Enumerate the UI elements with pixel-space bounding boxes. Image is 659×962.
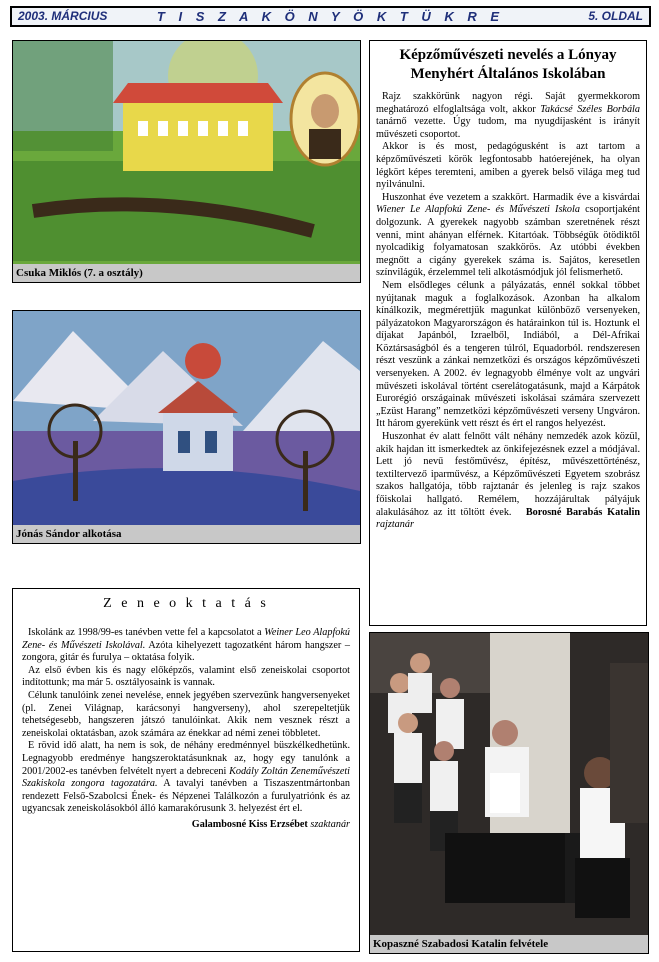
paragraph: Az első évben kis és nagy előképzős, valamint első zeneiskolai csoportot indítottunk; ma már 5. osztályosaink is vannak. <box>22 664 350 689</box>
photo-choir-pianist <box>370 633 648 953</box>
paragraph: Akkor is és most, pedagógusként is azt tartom a képzőművészeti körök legfontosabb hatóerejének, ha olyan légkört képes teremteni, amiben a gyerek belső világa meg tud nyilvánulni. <box>376 141 640 191</box>
painting-photo-1 <box>12 40 361 283</box>
choir-photo <box>369 632 649 954</box>
image-caption-3: Kopaszné Szabadosi Katalin felvétele <box>370 935 648 953</box>
paragraph: Nem elsődleges célunk a pályázatás, ennél sokkal többet nyújtanak maguk a foglalkozások. Azonban ha alkalom kínálkozik, megmérettjük magunkat különböző versenyeken, pályázatokon Magyarországon és határainkon túl is. Hoztunk el díjakat Japánból, Izraelből, Indiából, a Dél-Afrikai Köztársaságból és a tengeren túlról, Equadorból. rendszeresen részt veszünk a zánkai nemzetközi és országos képzőművészeti versenyeken. A 2002. év legnagyobb élménye volt az ungvári művészeti iskolával történt cserelátogatásunk, majd a Kárpátok Eurorégió országainak művészeti iskolásai számára szervezett „Ezüst Harang” nemzetközi képzőművészeti verseny Ungváron. Itt három gyerekünk vett részt és ért el rangos helyezést. <box>376 279 640 430</box>
paragraph: Huszonhat éve vezetem a szakkört. Harmadik éve a kisvárdai Wiener Le Alapfokú Zene- és Művészeti Iskola csoportjaként dolgozunk. A gyerekek nagyobb számban szeretnének részt venni, mint ahányan elférnek. Kitartóak. Többségük ötödiktől nyolcadikig folyamatosan szakkörös. Az utóbbi években megnőtt a cigány gyerekek száma is. Sajátos, keresetlen színvilágúk, érzelemmel teli alkotásmódjuk jól felismerhető. <box>376 191 641 279</box>
image-caption-2: Jónás Sándor alkotása <box>13 525 360 543</box>
article-title-music: Z e n e o k t a t á s <box>103 596 269 611</box>
signature-music: Galambosné Kiss Erzsébet szaktanár <box>191 818 350 830</box>
painting-photo-2 <box>12 310 361 544</box>
article-art-education <box>369 40 647 626</box>
article-title-art: Képzőművészeti nevelés a Lónyay Menyhért Általános Iskolában <box>399 47 617 82</box>
image-caption-1: Csuka Miklós (7. a osztály) <box>13 264 360 282</box>
paragraph: E rövid idő alatt, ha nem is sok, de néhány eredménnyel büszkélkedhetünk. Legnagyobb eredménye hangszeroktatásunknak az, hogy egy tanulónk a 2001/2002-es tanévben felvételt nyert a debreceni Kodály Zoltán Zeneművészeti Szakiskola zongora tagozatára. A tavalyi tanévben a Tiszaszentmártonban rendezett Felső-Szabolcsi Ének- és Népzenei Találkozón a furulyatriónk és az ugyancsak zeneiskolásokból álló kamarakórusunk 3. helyezést ért el. <box>22 740 351 815</box>
paragraph: Iskolánk az 1998/99-es tanévben vette fel a kapcsolatot a Weiner Leo Alapfokú Zene- és Művészeti Iskolával. Azóta kihelyezett tagozatként három hangszer – zongora, gitár és furulya – oktatása folyik. <box>22 627 350 664</box>
page-number: 5. OLDAL <box>588 9 643 23</box>
issue-date: 2003. MÁRCIUS <box>18 9 108 23</box>
painting-mountain-church <box>13 311 360 543</box>
newspaper-title: T I S Z A K Ö N Y Ö K T Ü K R E <box>156 9 505 24</box>
paragraph: Rajz szakkörünk nagyon régi. Saját gyermekkorom meghatározó elfoglaltsága volt, akkor Takácsé Széles Borbála tanárnő vezette. Úgy tudom, ma nyugdíjasként is irányít művészeti csoportot. <box>376 91 640 140</box>
paragraph: Célunk tanulóink zenei nevelése, ennek jegyében szervezünk hangversenyeket (pl. Zenei Világnap, karácsonyi hangverseny), ahol szerepeltetjük tehetségesebb, hangszeren játszó tanulóinkat. Akik nem vesznek részt a zeneiskolai oktatásban, azok számára az énekkar ad némi zenei többletet. <box>22 689 350 739</box>
paragraph: Huszonhat év alatt felnőtt vált néhány nemzedék azok közül, akik hajdan itt ismerkedtek az önkifejezésnek ezzel a módjával. Lett jó nevű festőművész, építész, művészettörténész, textiltervező iparművész, a Képzőművészeti Egyetem szobrász szakos hallgatója, több rajztanár és jelenleg is rajz szakos főiskolai hallgató. Remélem, hozzájárultak pályájuk alakulásához az itt töltött évek. Borosné Barabás Katalin rajztanár <box>376 431 641 531</box>
painting-building-portrait <box>13 41 360 282</box>
page-header <box>10 6 651 27</box>
article-music-education <box>12 588 360 952</box>
